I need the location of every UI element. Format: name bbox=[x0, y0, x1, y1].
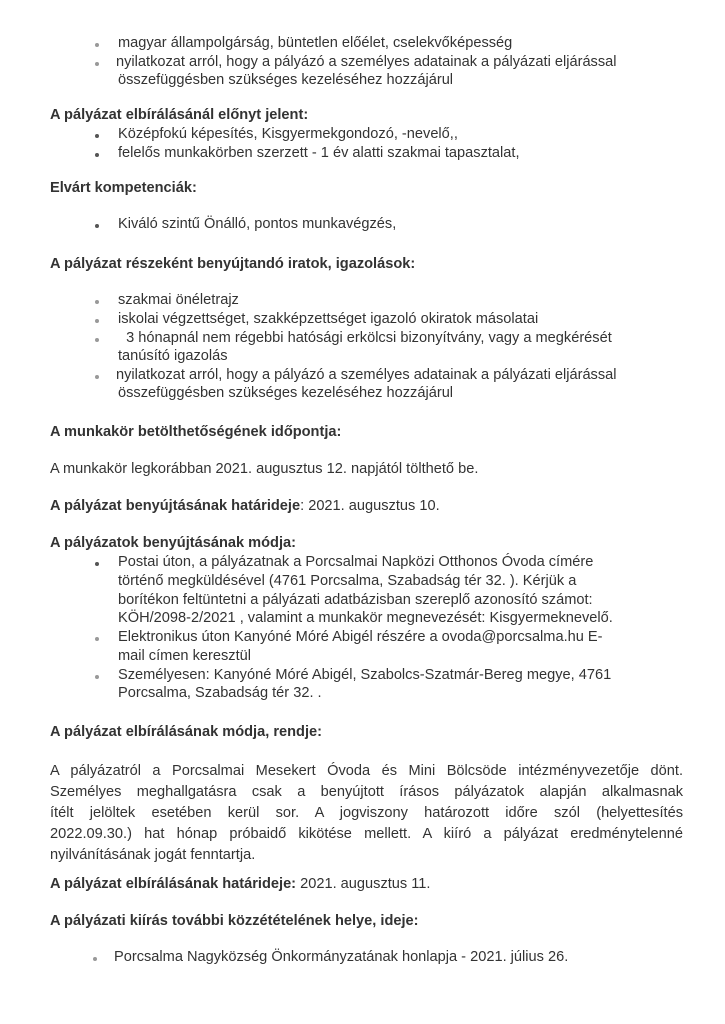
list-item: magyar állampolgárság, büntetlen előélet, cselekvőképesség bbox=[118, 35, 513, 51]
paragraph-line: 2022.09.30.) hat hónap próbaidő kikötése mellett. A kiíró a pályázat eredménytelenné bbox=[50, 826, 683, 842]
submission-deadline-label: A pályázat benyújtásának határideje bbox=[50, 498, 301, 514]
submission-deadline bbox=[50, 497, 440, 515]
section-heading-submission-method: A pályázatok benyújtásának módja: bbox=[50, 535, 297, 551]
section-heading-evaluation-method: A pályázat elbírálásának módja, rendje: bbox=[50, 724, 322, 740]
paragraph-line: ítélt jelöltek esetében kerül sor. A jogviszony határozott időre szól (helyettesítés bbox=[50, 805, 683, 821]
list-item: Postai úton, a pályázatnak a Porcsalmai Napközi Otthonos Óvoda címére bbox=[118, 554, 594, 570]
bullet bbox=[95, 375, 99, 379]
section-heading-documents: A pályázat részeként benyújtandó iratok, igazolások: bbox=[50, 256, 416, 272]
list-item: felelős munkakörben szerzett - 1 év alatti szakmai tapasztalat, bbox=[118, 145, 520, 161]
list-item: nyilatkozat arról, hogy a pályázó a személyes adatainak a pályázati eljárással bbox=[116, 54, 617, 70]
bullet bbox=[95, 300, 99, 304]
evaluation-method-paragraph bbox=[50, 761, 683, 866]
section-heading-competencies: Elvárt kompetenciák: bbox=[50, 180, 197, 196]
list-item-continuation: borítékon feltüntetni a pályázati adatbázisban szereplő azonosító számot: bbox=[118, 592, 593, 608]
list-item-continuation: KÖH/2098-2/2021 , valamint a munkakör megnevezését: Kisgyermeknevelő. bbox=[118, 610, 613, 626]
bullet bbox=[95, 62, 99, 66]
bullet bbox=[93, 957, 97, 961]
submission-deadline-value: : 2021. augusztus 10. bbox=[300, 498, 440, 514]
paragraph-line: Személyes meghallgatásra csak a benyújtott írásos pályázatok alapján alkalmasnak bbox=[50, 784, 683, 800]
bullet bbox=[95, 134, 99, 138]
bullet bbox=[95, 224, 99, 228]
bullet bbox=[95, 153, 99, 157]
bullet bbox=[95, 675, 99, 679]
evaluation-deadline bbox=[50, 875, 430, 893]
list-item-continuation: tanúsító igazolás bbox=[118, 348, 228, 364]
evaluation-deadline-value: 2021. augusztus 11. bbox=[296, 876, 431, 892]
section-heading-start-date: A munkakör betölthetőségének időpontja: bbox=[50, 424, 342, 440]
evaluation-deadline-label: A pályázat elbírálásának határideje: bbox=[50, 876, 297, 892]
start-date-text: A munkakör legkorábban 2021. augusztus 12. napjától tölthető be. bbox=[50, 461, 479, 477]
bullet bbox=[95, 43, 99, 47]
list-item: szakmai önéletrajz bbox=[118, 292, 239, 308]
list-item-continuation: mail címen keresztül bbox=[118, 648, 252, 664]
list-item-continuation: történő megküldésével (4761 Porcsalma, Szabadság tér 32. ). Kérjük a bbox=[118, 573, 577, 589]
list-item: Porcsalma Nagyközség Önkormányzatának honlapja - 2021. július 26. bbox=[114, 949, 569, 965]
bullet bbox=[95, 562, 99, 566]
paragraph-line: nyilvánításának jogát fenntartja. bbox=[50, 847, 256, 863]
bullet bbox=[95, 637, 99, 641]
bullet bbox=[95, 338, 99, 342]
list-item: Kiváló szintű Önálló, pontos munkavégzés, bbox=[118, 216, 397, 232]
list-item-continuation: Porcsalma, Szabadság tér 32. . bbox=[118, 685, 322, 701]
list-item: nyilatkozat arról, hogy a pályázó a személyes adatainak a pályázati eljárással bbox=[116, 367, 617, 383]
bullet bbox=[95, 319, 99, 323]
list-item-continuation: összefüggésben szükséges kezeléséhez hozzájárul bbox=[118, 72, 454, 88]
section-heading-advantage: A pályázat elbírálásánál előnyt jelent: bbox=[50, 107, 309, 123]
list-item: Elektronikus úton Kanyóné Móré Abigél részére a ovoda@porcsalma.hu E- bbox=[118, 629, 603, 645]
list-item: iskolai végzettséget, szakképzettséget igazoló okiratok másolatai bbox=[118, 311, 539, 327]
list-item: Személyesen: Kanyóné Móré Abigél, Szabolcs-Szatmár-Bereg megye, 4761 bbox=[118, 667, 612, 683]
list-item-continuation: összefüggésben szükséges kezeléséhez hozzájárul bbox=[118, 385, 454, 401]
list-item: Középfokú képesítés, Kisgyermekgondozó, -nevelő,, bbox=[118, 126, 458, 142]
paragraph-line: A pályázatról a Porcsalmai Mesekert Óvoda és Mini Bölcsöde intézményvezetője dönt. bbox=[50, 763, 683, 779]
section-heading-publication: A pályázati kiírás további közzétételének helye, ideje: bbox=[50, 913, 419, 929]
list-item: 3 hónapnál nem régebbi hatósági erkölcsi bizonyítvány, vagy a megkérését bbox=[118, 330, 612, 346]
